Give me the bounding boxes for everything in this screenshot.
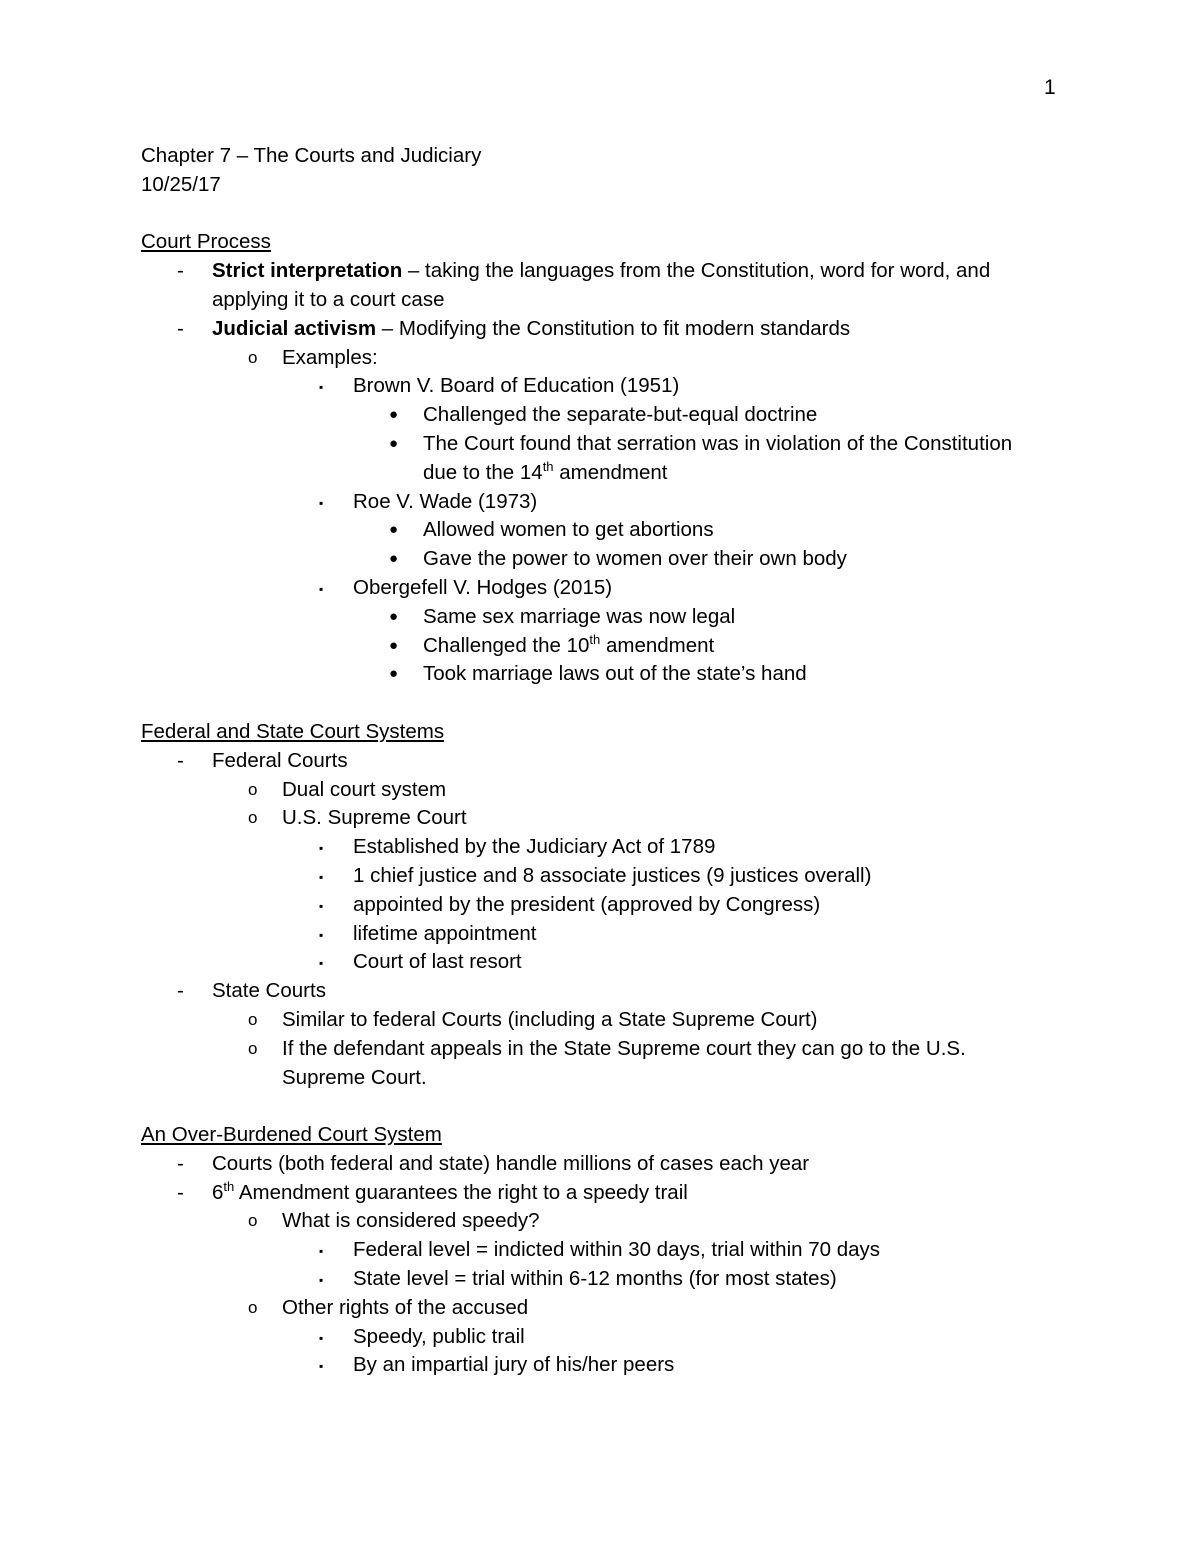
definition: – Modifying the Constitution to fit modern standards xyxy=(376,316,851,340)
item-text: Same sex marriage was now legal xyxy=(423,604,736,628)
circle-bullet: o xyxy=(248,1297,258,1317)
round-bullet: ● xyxy=(389,636,399,654)
list-item xyxy=(141,632,1061,661)
item-text: due to the 14 xyxy=(423,460,543,484)
dash-bullet: - xyxy=(177,259,184,283)
round-bullet: ● xyxy=(389,406,399,424)
list-item xyxy=(141,1179,1061,1208)
square-bullet: ▪ xyxy=(319,1273,324,1288)
list-item xyxy=(141,372,1061,401)
list-item xyxy=(141,977,1061,1006)
spacer xyxy=(141,689,1061,718)
section-heading-court-process: Court Process xyxy=(141,230,271,254)
list-item xyxy=(141,862,1061,891)
item-text: Similar to federal Courts (including a State Supreme Court) xyxy=(282,1007,818,1031)
item-text: Challenged the 10 xyxy=(423,633,590,657)
section-heading-over-burdened: An Over-Burdened Court System xyxy=(141,1123,442,1147)
list-item xyxy=(141,1265,1061,1294)
item-text: lifetime appointment xyxy=(353,921,537,945)
square-bullet: ▪ xyxy=(319,1244,324,1259)
circle-bullet: o xyxy=(248,1009,258,1029)
item-text: Federal level = indicted within 30 days, trial within 70 days xyxy=(353,1238,881,1262)
item-text: Dual court system xyxy=(282,777,447,801)
square-bullet: ▪ xyxy=(319,956,324,971)
item-text: 6 xyxy=(212,1180,224,1204)
superscript: th xyxy=(589,631,601,647)
list-item xyxy=(141,344,1061,373)
list-item xyxy=(141,1323,1061,1352)
list-item xyxy=(141,1006,1061,1035)
list-item xyxy=(141,401,1061,430)
list-item-continuation: applying it to a court case xyxy=(212,287,445,311)
item-text: Brown V. Board of Education (1951) xyxy=(353,374,680,398)
square-bullet: ▪ xyxy=(319,927,324,942)
item-text: What is considered speedy? xyxy=(282,1209,540,1233)
item-text: Obergefell V. Hodges (2015) xyxy=(353,575,613,599)
square-bullet: ▪ xyxy=(319,495,324,510)
list-item xyxy=(141,948,1061,977)
list-item xyxy=(141,430,1061,459)
spacer xyxy=(141,1092,1061,1121)
circle-bullet: o xyxy=(248,808,258,828)
square-bullet: ▪ xyxy=(319,1359,324,1374)
item-text: amendment xyxy=(553,460,668,484)
superscript: th xyxy=(223,1178,235,1194)
item-text: Challenged the separate-but-equal doctrine xyxy=(423,403,818,427)
item-text: If the defendant appeals in the State Supreme court they can go to the U.S. xyxy=(282,1036,966,1060)
dash-bullet: - xyxy=(177,979,184,1003)
circle-bullet: o xyxy=(248,1038,258,1058)
list-item xyxy=(141,1236,1061,1265)
list-item xyxy=(141,603,1061,632)
list-item-continuation: Supreme Court. xyxy=(282,1065,427,1089)
round-bullet: ● xyxy=(389,550,399,568)
square-bullet: ▪ xyxy=(319,1330,324,1345)
spacer xyxy=(141,200,1061,229)
round-bullet: ● xyxy=(389,521,399,539)
square-bullet: ▪ xyxy=(319,869,324,884)
square-bullet: ▪ xyxy=(319,898,324,913)
document-body xyxy=(141,142,1061,1380)
list-item xyxy=(141,1351,1061,1380)
item-text: appointed by the president (approved by Congress) xyxy=(353,892,821,916)
item-text: Courts (both federal and state) handle millions of cases each year xyxy=(212,1151,810,1175)
item-text: State level = trial within 6-12 months (for most states) xyxy=(353,1267,837,1291)
document-date: 10/25/17 xyxy=(141,172,221,196)
item-text: Speedy, public trail xyxy=(353,1324,525,1348)
dash-bullet: - xyxy=(177,1151,184,1175)
item-text: By an impartial jury of his/her peers xyxy=(353,1353,675,1377)
round-bullet: ● xyxy=(389,665,399,683)
item-text: U.S. Supreme Court xyxy=(282,806,467,830)
item-text: Took marriage laws out of the state’s hand xyxy=(423,662,807,686)
item-text: 1 chief justice and 8 associate justices (9 justices overall) xyxy=(353,863,872,887)
list-item-continuation xyxy=(141,459,1061,488)
item-text: The Court found that serration was in violation of the Constitution xyxy=(423,431,1013,455)
list-item xyxy=(141,747,1061,776)
list-item xyxy=(141,891,1061,920)
circle-bullet: o xyxy=(248,1211,258,1231)
superscript: th xyxy=(542,458,554,474)
list-item xyxy=(141,804,1061,833)
list-item xyxy=(141,574,1061,603)
square-bullet: ▪ xyxy=(319,581,324,596)
circle-bullet: o xyxy=(248,779,258,799)
round-bullet: ● xyxy=(389,607,399,625)
item-text: Amendment guarantees the right to a speedy trail xyxy=(234,1180,688,1204)
item-text: Examples: xyxy=(282,345,378,369)
circle-bullet: o xyxy=(248,347,258,367)
term-strict-interpretation: Strict interpretation xyxy=(212,259,403,283)
item-text: Roe V. Wade (1973) xyxy=(353,489,538,513)
page-number: 1 xyxy=(1044,76,1056,99)
list-item xyxy=(141,776,1061,805)
item-text: amendment xyxy=(600,633,715,657)
list-item xyxy=(141,545,1061,574)
dash-bullet: - xyxy=(177,316,184,340)
item-text: State Courts xyxy=(212,979,326,1003)
item-text: Allowed women to get abortions xyxy=(423,518,714,542)
list-item xyxy=(141,660,1061,689)
list-item xyxy=(141,920,1061,949)
list-item xyxy=(141,257,1061,286)
list-item xyxy=(141,1150,1061,1179)
square-bullet: ▪ xyxy=(319,380,324,395)
item-text: Established by the Judiciary Act of 1789 xyxy=(353,835,716,859)
document-title: Chapter 7 – The Courts and Judiciary xyxy=(141,144,482,167)
definition: – taking the languages from the Constitution, word for word, and xyxy=(402,259,991,283)
list-item xyxy=(141,1207,1061,1236)
list-item xyxy=(141,1294,1061,1323)
item-text: Federal Courts xyxy=(212,748,348,772)
item-text: Court of last resort xyxy=(353,950,522,974)
item-text: Gave the power to women over their own body xyxy=(423,547,847,571)
list-item xyxy=(141,516,1061,545)
item-text: Other rights of the accused xyxy=(282,1295,529,1319)
dash-bullet: - xyxy=(177,748,184,772)
dash-bullet: - xyxy=(177,1180,184,1204)
section-heading-court-systems: Federal and State Court Systems xyxy=(141,719,445,743)
term-judicial-activism: Judicial activism xyxy=(212,316,377,340)
list-item xyxy=(141,488,1061,517)
list-item xyxy=(141,315,1061,344)
square-bullet: ▪ xyxy=(319,841,324,856)
round-bullet: ● xyxy=(389,434,399,452)
list-item xyxy=(141,833,1061,862)
list-item xyxy=(141,1035,1061,1064)
